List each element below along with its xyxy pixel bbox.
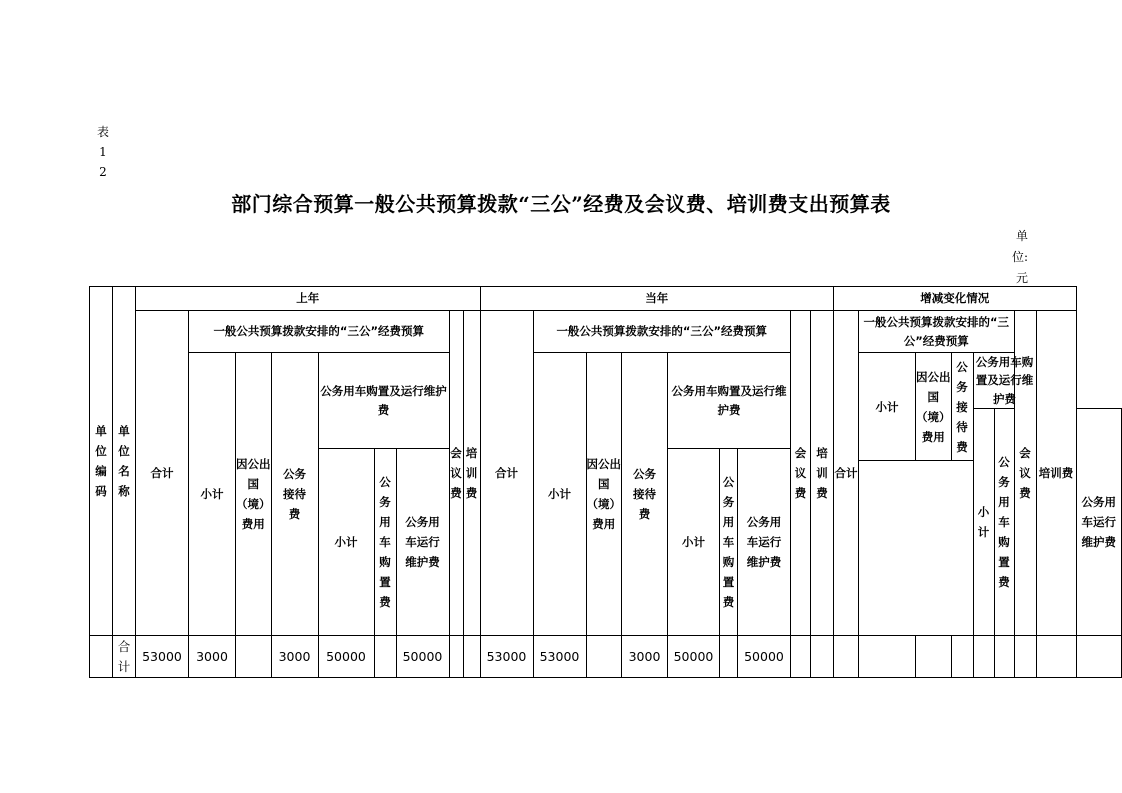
prev-abroad [236,636,272,678]
unit-label: 单 位: 元 [1011,229,1028,285]
header-prev-total: 合计 [136,311,189,636]
page-title: 部门综合预算一般公共预算拨款“三公”经费及会议费、培训费支出预算表 [231,192,891,216]
header-change-vehicle: 公务用车购置及运行维护费 [973,353,1036,409]
cell-unit-code [90,636,113,678]
table-number-label: 表 1 2 [96,125,109,179]
header-prev-veh-subtotal: 小计 [318,449,374,636]
header-change-reception: 公务接待费 [951,353,973,461]
curr-veh-subtotal: 50000 [668,636,720,678]
header-change-meeting: 会议费 [1014,311,1036,636]
header-curr-training: 培训费 [811,311,834,636]
header-curr-vehicle: 公务用车购置及运行维护费 [668,353,791,449]
prev-total: 53000 [136,636,189,678]
header-change-veh-operation: 公务用车运行维护费 [1076,409,1122,636]
header-curr-subtotal: 小计 [533,353,586,636]
header-change-veh-subtotal: 小计 [973,409,994,636]
change-veh-subtotal [973,636,994,678]
header-change-abroad: 因公出国（境）费用 [916,353,952,461]
change-abroad [916,636,952,678]
curr-meeting [791,636,811,678]
change-veh-purchase [994,636,1014,678]
header-curr-sangong: 一般公共预算拨款安排的“三公”经费预算 [533,311,791,353]
header-prev-meeting: 会议费 [449,311,463,636]
curr-veh-operation: 50000 [738,636,791,678]
prev-veh-subtotal: 50000 [318,636,374,678]
header-change: 增减变化情况 [834,287,1077,311]
change-reception [951,636,973,678]
curr-reception: 3000 [622,636,668,678]
header-prev-vehicle: 公务用车购置及运行维护费 [318,353,449,449]
header-curr-meeting: 会议费 [791,311,811,636]
change-training [1076,636,1122,678]
header-prev-veh-purchase: 公务用车购置费 [374,449,396,636]
header-unit-name: 单位名称 [113,287,136,636]
change-subtotal [859,636,916,678]
header-curr-veh-operation: 公务用车运行维护费 [738,449,791,636]
header-prev-veh-operation: 公务用车运行维护费 [396,449,449,636]
header-prev-training: 培训费 [463,311,480,636]
header-curr-reception: 公务接待费 [622,353,668,636]
header-change-veh-purchase: 公务用车购置费 [994,409,1014,636]
curr-veh-purchase [720,636,738,678]
budget-table [89,286,1122,678]
curr-subtotal: 53000 [533,636,586,678]
prev-veh-purchase [374,636,396,678]
header-prev-sangong: 一般公共预算拨款安排的“三公”经费预算 [189,311,450,353]
header-change-training: 培训费 [1036,311,1076,636]
header-curr-year: 当年 [480,287,834,311]
header-prev-subtotal: 小计 [189,353,236,636]
change-total [834,636,859,678]
header-change-total: 合计 [834,311,859,636]
header-prev-abroad: 因公出国（境）费用 [236,353,272,636]
header-change-subtotal: 小计 [859,353,916,461]
header-curr-abroad: 因公出国（境）费用 [586,353,622,636]
curr-training [811,636,834,678]
header-curr-veh-purchase: 公务用车购置费 [720,449,738,636]
row-total-label: 合计 [113,636,136,678]
header-prev-reception: 公务接待费 [271,353,318,636]
header-curr-veh-subtotal: 小计 [668,449,720,636]
curr-total: 53000 [480,636,533,678]
curr-abroad [586,636,622,678]
header-change-sangong: 一般公共预算拨款安排的“三公”经费预算 [859,311,1015,353]
header-curr-total: 合计 [480,311,533,636]
prev-training [463,636,480,678]
prev-meeting [449,636,463,678]
header-prev-year: 上年 [136,287,481,311]
prev-reception: 3000 [271,636,318,678]
change-veh-operation [1014,636,1036,678]
change-meeting [1036,636,1076,678]
prev-veh-operation: 50000 [396,636,449,678]
prev-subtotal: 3000 [189,636,236,678]
header-unit-code: 单位编码 [90,287,113,636]
